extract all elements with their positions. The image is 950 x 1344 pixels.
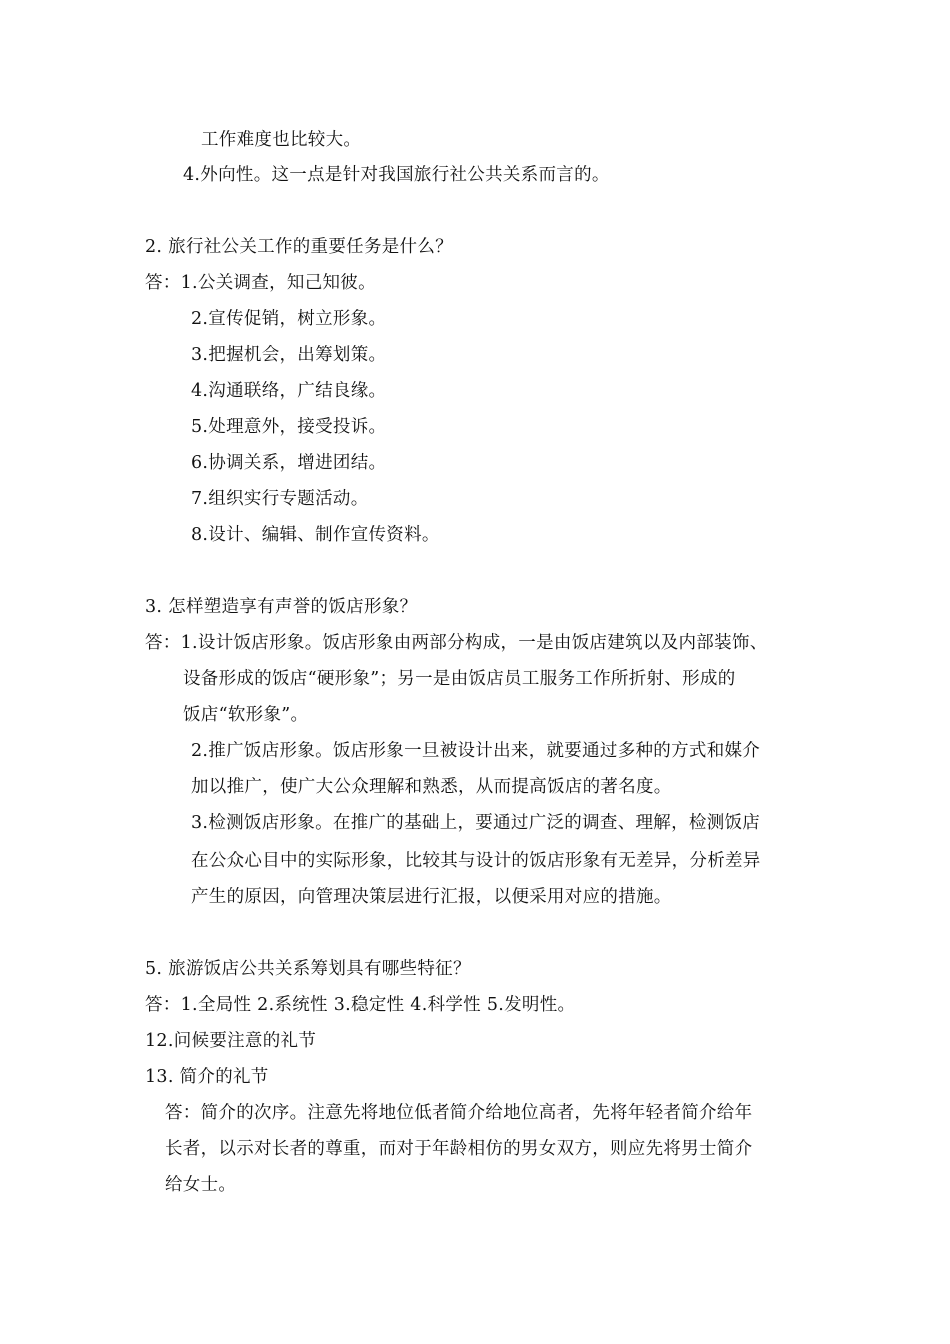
q2-answer-item-3: 3.把握机会，出筹划策。 — [191, 345, 387, 365]
q13-answer-line-3: 给女士。 — [165, 1175, 237, 1195]
q3-answer-line-7: 在公众心目中的实际形象，比较其与设计的饭店形象有无差异，分析差异 — [191, 851, 761, 871]
question-12: 12.问候要注意的礼节 — [145, 1031, 317, 1051]
q3-answer-line-3: 饭店“软形象”。 — [183, 705, 309, 725]
question-3: 3. 怎样塑造享有声誉的饭店形象？ — [145, 597, 418, 617]
q3-answer-line-6: 3.检测饭店形象。在推广的基础上，要通过广泛的调查、理解，检测饭店 — [191, 813, 761, 833]
q13-answer-line-1: 答：简介的次序。注意先将地位低者简介给地位高者，先将年轻者简介给年 — [165, 1103, 753, 1123]
q2-answer-item-4: 4.沟通联络，广结良缘。 — [191, 381, 387, 401]
q2-answer-item-2: 2.宣传促销，树立形象。 — [191, 309, 387, 329]
q2-answer-item-1: 答：1.公关调查，知己知彼。 — [145, 273, 376, 293]
q2-answer-item-7: 7.组织实行专题活动。 — [191, 489, 369, 509]
q3-answer-line-8: 产生的原因，向管理决策层进行汇报，以便采用对应的措施。 — [191, 887, 672, 907]
intro-line-1: 工作难度也比较大。 — [201, 130, 362, 150]
intro-line-2: 4.外向性。这一点是针对我国旅行社公共关系而言的。 — [183, 165, 610, 185]
question-13: 13. 简介的礼节 — [145, 1067, 269, 1087]
q5-answer: 答：1.全局性 2.系统性 3.稳定性 4.科学性 5.发明性。 — [145, 995, 576, 1015]
q3-answer-line-4: 2.推广饭店形象。饭店形象一旦被设计出来，就要通过多种的方式和媒介 — [191, 741, 761, 761]
q3-answer-line-5: 加以推广，使广大公众理解和熟悉，从而提高饭店的著名度。 — [191, 777, 672, 797]
q3-answer-line-1: 答：1.设计饭店形象。饭店形象由两部分构成，一是由饭店建筑以及内部装饰、 — [145, 633, 768, 653]
q13-answer-line-2: 长者，以示对长者的尊重，而对于年龄相仿的男女双方，则应先将男士简介 — [165, 1139, 753, 1159]
q3-answer-line-2: 设备形成的饭店“硬形象”；另一是由饭店员工服务工作所折射、形成的 — [183, 669, 736, 689]
question-5: 5. 旅游饭店公共关系筹划具有哪些特征？ — [145, 959, 471, 979]
question-2: 2. 旅行社公关工作的重要任务是什么？ — [145, 237, 453, 257]
q2-answer-item-5: 5.处理意外，接受投诉。 — [191, 417, 387, 437]
q2-answer-item-8: 8.设计、编辑、制作宣传资料。 — [191, 525, 440, 545]
q2-answer-item-6: 6.协调关系，增进团结。 — [191, 453, 387, 473]
